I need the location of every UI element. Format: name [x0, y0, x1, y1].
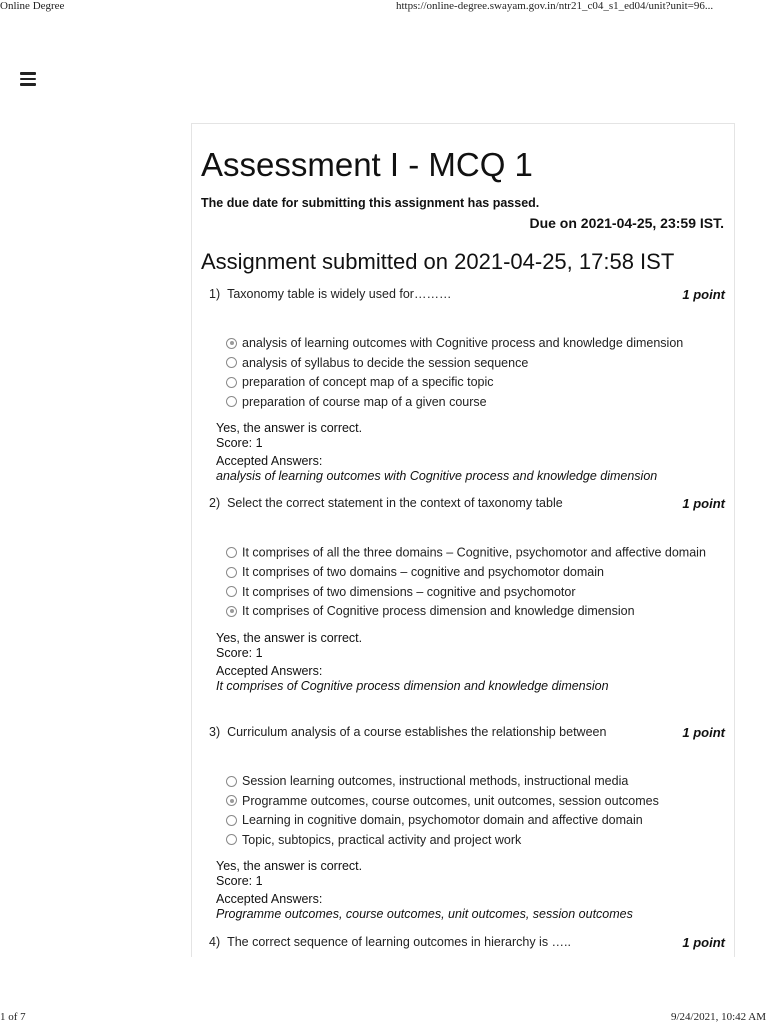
question-1 — [209, 287, 725, 484]
question-3 — [209, 725, 725, 922]
question-points: 1 point — [682, 725, 725, 740]
option[interactable]: It comprises of Cognitive process dimension and knowledge dimension — [226, 602, 725, 622]
score-text: Score: 1 — [216, 645, 263, 660]
submission-status: Assignment submitted on 2021-04-25, 17:58 IST — [201, 249, 675, 274]
question-text: 2) Select the correct statement in the context of taxonomy table — [209, 496, 563, 510]
radio-icon[interactable] — [226, 815, 237, 826]
print-timestamp: 9/24/2021, 10:42 AM — [670, 1011, 766, 1023]
radio-icon[interactable] — [226, 377, 237, 388]
answer-feedback — [216, 421, 725, 484]
result-text: Yes, the answer is correct. — [216, 859, 363, 873]
accepted-answer: analysis of learning outcomes with Cognitive process and knowledge dimension — [216, 469, 658, 483]
question-points: 1 point — [682, 496, 725, 511]
option[interactable]: Learning in cognitive domain, psychomotor domain and affective domain — [226, 811, 725, 831]
radio-selected-icon[interactable] — [226, 795, 237, 806]
accepted-answers-label: Accepted Answers: — [216, 892, 323, 906]
print-site-title: Online Degree — [0, 0, 65, 12]
option[interactable]: Topic, subtopics, practical activity and project work — [226, 831, 725, 851]
option[interactable]: analysis of syllabus to decide the session sequence — [226, 354, 725, 374]
accepted-answers-label: Accepted Answers: — [216, 663, 323, 678]
hamburger-menu-icon[interactable] — [20, 72, 36, 86]
option[interactable]: It comprises of two domains – cognitive and psychomotor domain — [226, 563, 725, 583]
score-text: Score: 1 — [216, 874, 263, 888]
answer-feedback — [216, 631, 725, 694]
accepted-answer: It comprises of Cognitive process dimension and knowledge dimension — [216, 678, 609, 693]
result-text: Yes, the answer is correct. — [216, 421, 363, 435]
due-passed-notice: The due date for submitting this assignment has passed. — [201, 196, 540, 210]
radio-icon[interactable] — [226, 567, 237, 578]
accepted-answer: Programme outcomes, course outcomes, unit outcomes, session outcomes — [216, 907, 633, 921]
question-text: 1) Taxonomy table is widely used for……… — [209, 287, 452, 301]
question-text: 4) The correct sequence of learning outcomes in hierarchy is ….. — [209, 935, 571, 949]
question-points: 1 point — [682, 935, 725, 950]
option[interactable]: analysis of learning outcomes with Cognitive process and knowledge dimension — [226, 334, 725, 354]
answer-options — [226, 334, 725, 412]
radio-icon[interactable] — [226, 834, 237, 845]
question-points: 1 point — [682, 287, 725, 302]
print-page-indicator: 1 of 7 — [0, 1011, 26, 1023]
due-date: Due on 2021-04-25, 23:59 IST. — [529, 215, 724, 231]
answer-options — [226, 772, 725, 850]
radio-icon[interactable] — [226, 396, 237, 407]
answer-feedback — [216, 859, 725, 922]
question-text: 3) Curriculum analysis of a course establishes the relationship between — [209, 725, 607, 739]
option[interactable]: It comprises of two dimensions – cognitive and psychomotor — [226, 583, 725, 603]
accepted-answers-label: Accepted Answers: — [216, 454, 323, 468]
radio-icon[interactable] — [226, 357, 237, 368]
print-url: https://online-degree.swayam.gov.in/ntr21_c04_s1_ed04/unit?unit=96... — [396, 0, 714, 12]
option[interactable]: Session learning outcomes, instructional methods, instructional media — [226, 772, 725, 792]
option[interactable]: It comprises of all the three domains – Cognitive, psychomotor and affective domain — [226, 543, 706, 563]
answer-options — [226, 543, 725, 622]
page-title: Assessment I - MCQ 1 — [201, 146, 533, 183]
result-text: Yes, the answer is correct. — [216, 630, 363, 645]
option[interactable]: preparation of concept map of a specific topic — [226, 373, 725, 393]
option[interactable]: preparation of course map of a given course — [226, 393, 725, 413]
score-text: Score: 1 — [216, 436, 263, 450]
radio-icon[interactable] — [226, 586, 237, 597]
question-2 — [209, 496, 725, 694]
radio-icon[interactable] — [226, 776, 237, 787]
radio-icon[interactable] — [226, 547, 237, 558]
radio-selected-icon[interactable] — [226, 606, 237, 617]
question-4 — [209, 935, 725, 953]
option[interactable]: Programme outcomes, course outcomes, unit outcomes, session outcomes — [226, 792, 725, 812]
radio-selected-icon[interactable] — [226, 338, 237, 349]
